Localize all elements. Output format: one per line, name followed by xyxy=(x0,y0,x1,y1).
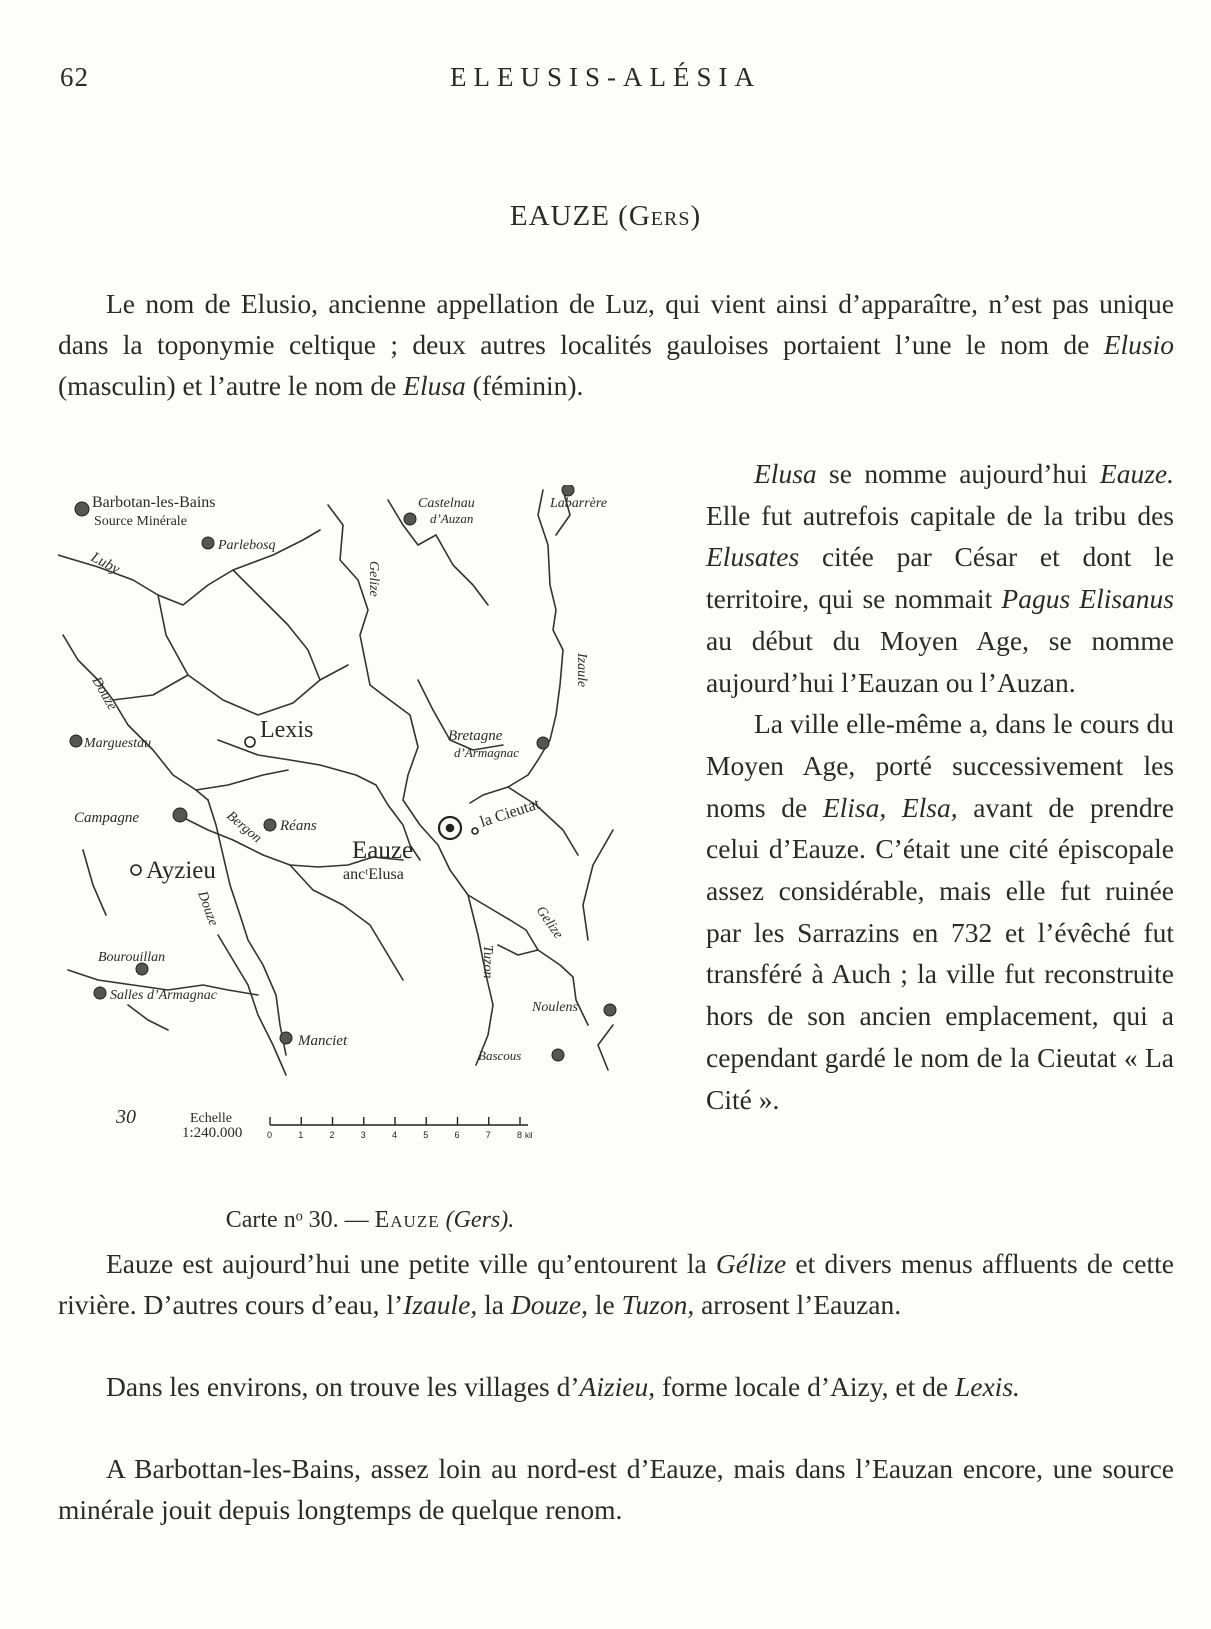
body-p2-italic-2: Lexis. xyxy=(954,1371,1020,1402)
scale-bar xyxy=(182,1111,533,1141)
side-p2-italic-1: Elisa, xyxy=(822,791,887,823)
intro-text-3: (féminin). xyxy=(465,370,584,401)
body-paragraph-3: A Barbottan-les-Bains, assez loin au nord-est d’Eauze, mais dans l’Eauzan encore, une source minérale jouit depuis longtemps de quelque renom. xyxy=(58,1453,1174,1525)
caption-italic: (Gers). xyxy=(439,1207,515,1233)
side-paragraph-2 xyxy=(706,703,1174,1120)
marker-lexis xyxy=(245,737,255,747)
river-branch-13 xyxy=(508,787,578,855)
marker-castelnau xyxy=(404,513,416,525)
page-number: 62 xyxy=(60,62,89,92)
label-campagne: Campagne xyxy=(74,810,139,826)
body-p1-italic-1: Gélize xyxy=(715,1248,787,1279)
side-p1-italic-2: Eauze. xyxy=(1099,458,1174,489)
label-bergon: Bergon xyxy=(223,808,265,847)
label-ayzieu: Ayzieu xyxy=(146,857,216,884)
label-eauze: Eauze xyxy=(352,837,414,864)
marker-eauze-inner xyxy=(447,825,454,832)
label-douze-s: Douze xyxy=(194,889,221,928)
body-p1-italic-3: Douze, xyxy=(510,1289,588,1320)
village-markers xyxy=(70,485,616,1061)
label-luby: Luby xyxy=(88,549,123,578)
body-p2-text-2: forme locale d’Aizy, et de xyxy=(655,1371,955,1402)
label-dauzan: d’Auzan xyxy=(430,511,474,526)
scale-unit: kil xyxy=(525,1131,533,1140)
label-castelnau: Castelnau xyxy=(418,496,475,511)
marker-marguestau xyxy=(70,735,82,747)
marker-salles xyxy=(94,987,106,999)
scale-tick-label: 0 xyxy=(267,1130,273,1140)
caption-smallcaps: Eauze xyxy=(374,1207,440,1233)
scale-word: Echelle xyxy=(190,1111,232,1126)
scale-tick-label: 8 xyxy=(517,1130,523,1140)
marker-campagne xyxy=(173,808,187,822)
marker-parlebosq xyxy=(202,537,214,549)
side-p2-italic-2: Elsa, xyxy=(901,791,958,823)
town-markers xyxy=(131,737,478,875)
label-lacieutat: la Cieutat xyxy=(477,795,542,831)
marker-manciet xyxy=(280,1032,292,1044)
label-gelize-n: Gelize xyxy=(366,561,381,597)
intro-italic-1: Elusio xyxy=(1103,329,1174,360)
scale-tick-label: 4 xyxy=(392,1130,398,1140)
label-source: Source Minérale xyxy=(94,514,187,529)
marker-noulens xyxy=(604,1004,616,1016)
intro-text-1: Le nom de Elusio, ancienne appellation de Luz, qui vient ainsi d’apparaître, n’est pas unique dans la toponymie celtique ; deux autres localités gauloises portaient l’une le nom de xyxy=(58,288,1174,360)
body-p2-text-1: Dans les environs, on trouve les villages d’ xyxy=(106,1371,580,1402)
marker-bascous xyxy=(552,1049,564,1061)
river-branch-10 xyxy=(128,1005,168,1030)
river-branch-15 xyxy=(598,1025,613,1070)
side-p1-text-1: se nomme aujourd’hui xyxy=(816,458,1100,489)
marker-labarrere xyxy=(562,485,574,496)
caption-text: Carte nᵒ 30. — xyxy=(225,1207,375,1233)
label-lexis: Lexis xyxy=(260,717,314,743)
side-p2-text-2 xyxy=(886,792,902,823)
side-p1-text-3: citée par César et dont le territoire, qui se nommait xyxy=(706,541,1174,615)
map-labels xyxy=(74,494,607,1128)
label-douze-n: Douze xyxy=(88,674,120,713)
body-p1-italic-4: Tuzon, xyxy=(621,1289,695,1320)
marker-reans xyxy=(264,819,276,831)
scale-tick-label: 6 xyxy=(454,1130,460,1140)
section-title xyxy=(0,200,1211,233)
river-tuzon xyxy=(468,895,493,1065)
label-marguestau: Marguestau xyxy=(84,736,152,751)
scale-tick-label: 3 xyxy=(360,1130,366,1140)
label-bourouillan: Bourouillan xyxy=(98,950,166,965)
river-branch-14 xyxy=(583,830,613,940)
label-gelize-s: Gelize xyxy=(532,903,566,942)
label-salles: Salles d’Armagnac xyxy=(110,988,217,1003)
marker-barbotan xyxy=(75,502,89,516)
river-branch-5 xyxy=(196,770,288,790)
label-labarrere: Labarrère xyxy=(550,496,608,511)
label-izaule: Izaule xyxy=(574,653,589,688)
side-p1-italic-3: Elusates xyxy=(706,541,800,573)
side-p1-text-4: au début du Moyen Age, se nomme aujourd’hui l’Eauzan ou l’Auzan. xyxy=(706,624,1174,698)
side-column xyxy=(706,453,1174,1120)
body-p1-text-5: arrosent l’Eauzan. xyxy=(694,1289,902,1320)
side-paragraph-1 xyxy=(706,453,1174,703)
body-p1-italic-2: Izaule, xyxy=(403,1289,478,1320)
label-reans: Réans xyxy=(280,818,317,834)
scale-tick-label: 5 xyxy=(423,1130,429,1140)
body-p1-text-3: la xyxy=(477,1289,511,1320)
label-elusa: ancᵗElusa xyxy=(343,866,404,883)
scale-tick-label: 1 xyxy=(298,1130,304,1140)
label-tuzon: Tuzon xyxy=(480,945,495,979)
map-caption xyxy=(60,1207,680,1234)
scale-tick-label: 7 xyxy=(485,1130,491,1140)
body-p1-text-2: et divers menus affluents de cette rivière. D’autres cours d’eau, l’ xyxy=(58,1248,1174,1320)
marker-bretagne xyxy=(537,737,549,749)
marker-ayzieu xyxy=(131,865,141,875)
label-darmagnac-b: d’Armagnac xyxy=(454,745,519,760)
river-branch-1 xyxy=(158,595,348,715)
intro-paragraph xyxy=(58,283,1174,406)
scale-tick-label: 2 xyxy=(329,1130,335,1140)
intro-italic-2: Elusa xyxy=(403,370,466,401)
section-title-main: EAUZE xyxy=(509,200,610,232)
side-p1-text-2: Elle fut autrefois capitale de la tribu des xyxy=(706,499,1174,531)
body-p1-text-1: Eauze est aujourd’hui une petite ville qu’entourent la xyxy=(106,1248,716,1279)
scale-ticks xyxy=(267,1117,533,1140)
river-douze-nw xyxy=(63,635,208,800)
river-branch-7 xyxy=(83,850,106,915)
intro-text-2: (masculin) et l’autre le nom de xyxy=(58,370,404,401)
label-map-number: 30 xyxy=(116,1106,136,1128)
marker-lacieutat xyxy=(472,828,478,834)
river-branch-12 xyxy=(436,535,488,605)
body-paragraph-2 xyxy=(58,1366,1174,1407)
river-branch-2 xyxy=(233,570,320,680)
side-p2-text-3: avant de prendre celui d’Eauze. C’était une cité épiscopale assez considérable, mais elle fut ruinée par les Sarrazins en 732 et l’évêché fut transféré à Auch ; la ville fut reconstruite hors de son ancien emplacement, qui a cependant gardé le nom de la Cieutat « La Cité ». xyxy=(706,791,1174,1115)
side-p2-text-1: La ville elle-même a, dans le cours du Moyen Age, porté successivement les noms de xyxy=(706,708,1174,823)
section-title-sub: (Gers) xyxy=(618,200,702,232)
scale-ratio: 1:240.000 xyxy=(182,1125,243,1141)
river-branch-18 xyxy=(498,945,538,955)
label-parlebosq: Parlebosq xyxy=(218,538,276,553)
side-p1-italic-4: Pagus Elisanus xyxy=(1001,583,1174,615)
running-head: ELEUSIS-ALÉSIA xyxy=(450,62,761,92)
side-p1-italic-1: Elusa xyxy=(754,458,817,489)
body-p2-italic-1: Aizieu, xyxy=(579,1371,656,1402)
label-barbotan: Barbotan-les-Bains xyxy=(92,494,216,511)
body-paragraph-1 xyxy=(58,1243,1174,1325)
body-p1-text-4: le xyxy=(587,1289,622,1320)
label-manciet: Manciet xyxy=(298,1033,348,1049)
river-branch-8 xyxy=(218,935,286,1075)
river-branch-3 xyxy=(113,675,188,700)
label-noulens: Noulens xyxy=(532,1000,578,1015)
label-bretagne: Bretagne xyxy=(448,728,503,744)
eauze-map xyxy=(58,485,698,1145)
label-bascous: Bascous xyxy=(478,1048,522,1063)
